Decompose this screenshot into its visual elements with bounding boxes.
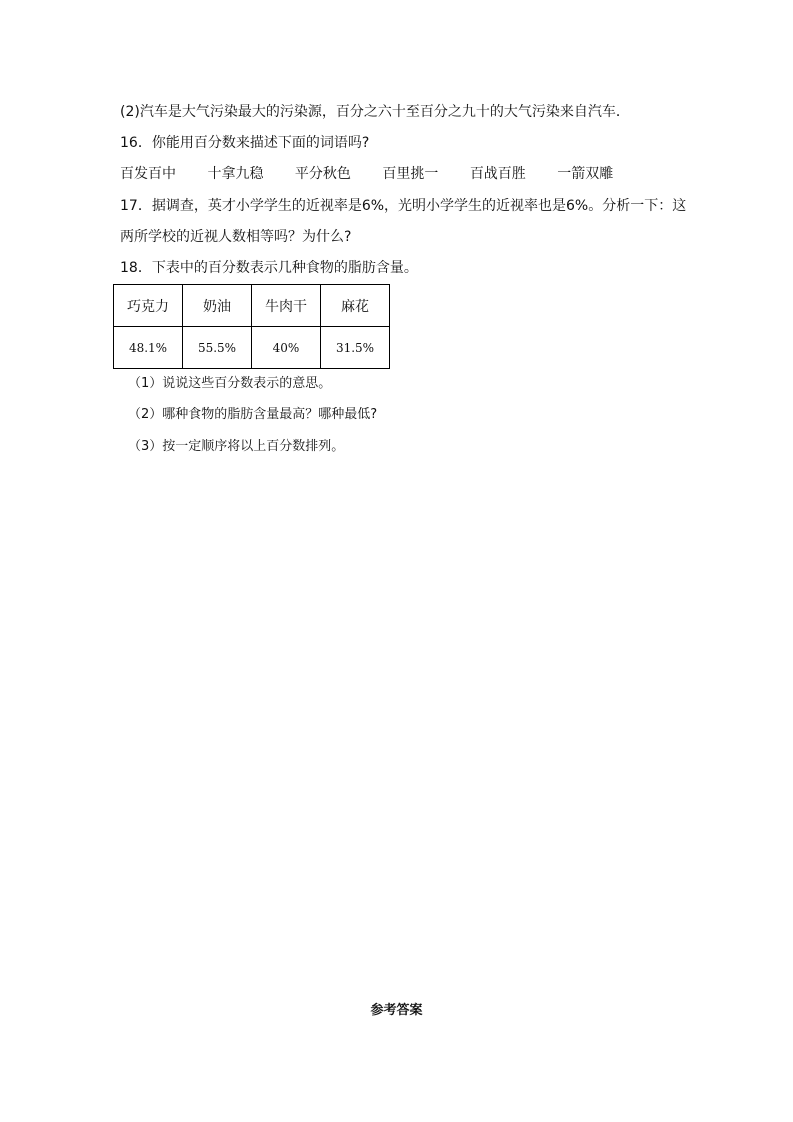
table-cell: 55.5% (183, 327, 252, 369)
answer-heading: 参考答案 (370, 1003, 423, 1018)
table-header-cell: 巧克力 (114, 285, 183, 327)
table-cell: 40% (252, 327, 321, 369)
idiom-list (120, 165, 640, 183)
sub-question-3: （3）按一定顺序将以上百分数排列。 (128, 439, 345, 454)
table-header-cell: 奶油 (183, 285, 252, 327)
idiom-item: 平分秋色 (294, 166, 351, 182)
question-15-part-2: (2)汽车是大气污染最大的污染源，百分之六十至百分之九十的大气污染来自汽车． (120, 104, 630, 120)
idiom-item: 百里挑一 (382, 166, 439, 182)
question-18: 18．下表中的百分数表示几种食物的脂肪含量。 (120, 260, 418, 276)
idiom-item: 百战百胜 (469, 166, 526, 182)
table-header-cell: 麻花 (321, 285, 390, 327)
question-17-line-1: 17．据调查，英才小学学生的近视率是6%，光明小学学生的近视率也是6%。分析一下：这 (120, 198, 687, 214)
table-cell: 31.5% (321, 327, 390, 369)
question-16: 16．你能用百分数来描述下面的词语吗? (120, 135, 370, 151)
table-row (114, 327, 390, 369)
idiom-item: 百发百中 (120, 166, 176, 182)
table-header-row (114, 285, 390, 327)
fat-content-table (113, 284, 390, 369)
sub-question-2: （2）哪种食物的脂肪含量最高？哪种最低? (128, 407, 378, 422)
table-header-cell: 牛肉干 (252, 285, 321, 327)
question-17-line-2: 两所学校的近视人数相等吗？为什么? (120, 229, 352, 245)
idiom-item: 一箭双雕 (557, 166, 614, 182)
idiom-item: 十拿九稳 (207, 166, 264, 182)
sub-question-1: （1）说说这些百分数表示的意思。 (128, 376, 332, 391)
table-cell: 48.1% (114, 327, 183, 369)
